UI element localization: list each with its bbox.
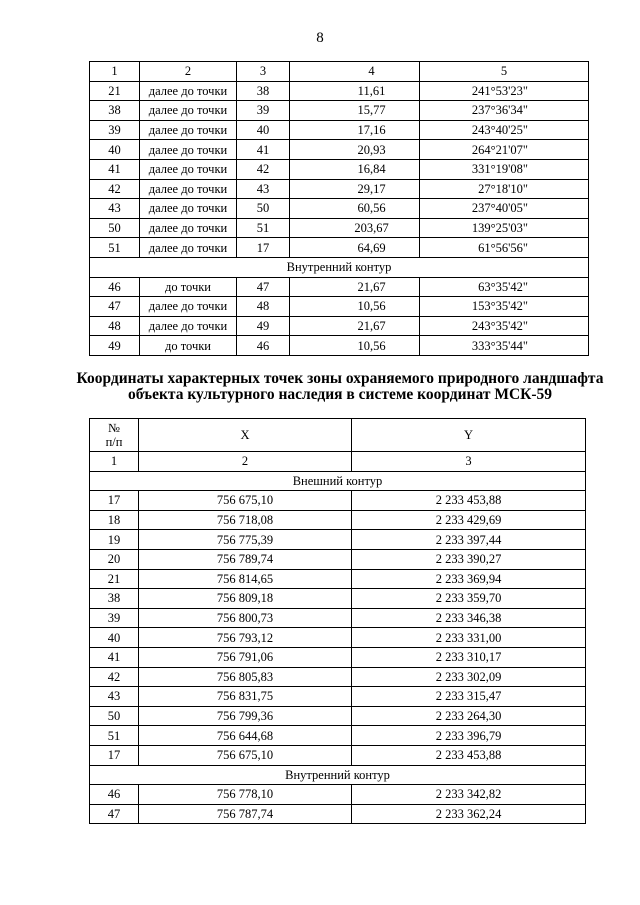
- table-row: [90, 530, 586, 550]
- point-cell: 39: [90, 608, 139, 628]
- section-heading-line-2: объекта культурного наследия в системе координат МСК-59: [127, 386, 553, 403]
- table-row: [90, 687, 586, 707]
- point-cell: 50: [90, 218, 140, 238]
- direction-cell: далее до точки: [140, 199, 237, 219]
- section-label: Внутренний контур: [90, 257, 589, 277]
- table-row: [90, 336, 589, 356]
- direction-cell: далее до точки: [140, 316, 237, 336]
- point-cell: 47: [90, 804, 139, 824]
- table-row: [90, 628, 586, 648]
- y-cell: 2 233 453,88: [352, 745, 586, 765]
- table-row: [90, 316, 589, 336]
- y-cell: 2 233 390,27: [352, 549, 586, 569]
- bearing-cell: 243°40'25": [420, 120, 589, 140]
- bearing-cell: 63°35'42": [420, 277, 589, 297]
- x-cell: 756 814,65: [139, 569, 352, 589]
- table-row: [90, 101, 589, 121]
- table-row: [90, 569, 586, 589]
- x-cell: 756 787,74: [139, 804, 352, 824]
- bearing-cell: 331°19'08": [420, 159, 589, 179]
- point-cell: 43: [90, 687, 139, 707]
- distance-cell: 15,77: [290, 101, 420, 121]
- direction-cell: далее до точки: [140, 218, 237, 238]
- bearings-table: [89, 61, 589, 356]
- table-row: [90, 140, 589, 160]
- direction-cell: далее до точки: [140, 81, 237, 101]
- number-header-cell: [90, 419, 139, 452]
- column-numbers-row: [90, 452, 586, 472]
- target-point-cell: 51: [237, 218, 290, 238]
- distance-cell: 16,84: [290, 159, 420, 179]
- point-cell: 21: [90, 81, 140, 101]
- point-cell: 21: [90, 569, 139, 589]
- target-point-cell: 43: [237, 179, 290, 199]
- y-cell: 2 233 342,82: [352, 785, 586, 805]
- section-row: [90, 765, 586, 785]
- bearing-cell: 333°35'44": [420, 336, 589, 356]
- column-number-cell: 5: [420, 62, 589, 82]
- point-cell: 48: [90, 316, 140, 336]
- column-number-cell: 1: [90, 452, 139, 472]
- x-cell: 756 775,39: [139, 530, 352, 550]
- target-point-cell: 42: [237, 159, 290, 179]
- table-row: [90, 510, 586, 530]
- point-cell: 38: [90, 589, 139, 609]
- point-cell: 17: [90, 491, 139, 511]
- point-cell: 40: [90, 140, 140, 160]
- x-header-cell: X: [139, 419, 352, 452]
- direction-cell: далее до точки: [140, 238, 237, 258]
- target-point-cell: 46: [237, 336, 290, 356]
- target-point-cell: 41: [237, 140, 290, 160]
- distance-cell: 21,67: [290, 316, 420, 336]
- bearing-cell: 237°36'34": [420, 101, 589, 121]
- direction-cell: далее до точки: [140, 179, 237, 199]
- section-row: [90, 257, 589, 277]
- direction-cell: до точки: [140, 336, 237, 356]
- x-cell: 756 800,73: [139, 608, 352, 628]
- table-row: [90, 549, 586, 569]
- table-row: [90, 667, 586, 687]
- y-cell: 2 233 302,09: [352, 667, 586, 687]
- distance-cell: 17,16: [290, 120, 420, 140]
- table-row: [90, 277, 589, 297]
- x-cell: 756 718,08: [139, 510, 352, 530]
- point-cell: 51: [90, 726, 139, 746]
- direction-cell: до точки: [140, 277, 237, 297]
- table-row: [90, 785, 586, 805]
- table-row: [90, 608, 586, 628]
- page-number: 8: [316, 30, 324, 46]
- section-heading: [70, 371, 610, 403]
- table-row: [90, 218, 589, 238]
- header-row: [90, 419, 586, 452]
- y-header-cell: Y: [352, 419, 586, 452]
- table-row: [90, 706, 586, 726]
- x-cell: 756 809,18: [139, 589, 352, 609]
- point-cell: 38: [90, 101, 140, 121]
- table-row: [90, 159, 589, 179]
- column-number-cell: 2: [139, 452, 352, 472]
- table-row: [90, 647, 586, 667]
- table-row: [90, 726, 586, 746]
- point-cell: 51: [90, 238, 140, 258]
- point-cell: 39: [90, 120, 140, 140]
- y-cell: 2 233 453,88: [352, 491, 586, 511]
- column-number-cell: 3: [237, 62, 290, 82]
- column-number-cell: 3: [352, 452, 586, 472]
- point-cell: 20: [90, 549, 139, 569]
- number-header-line-1: №: [108, 421, 120, 435]
- point-cell: 40: [90, 628, 139, 648]
- x-cell: 756 789,74: [139, 549, 352, 569]
- table-row: [90, 199, 589, 219]
- target-point-cell: 49: [237, 316, 290, 336]
- table-row: [90, 491, 586, 511]
- coordinates-table-body: [90, 419, 586, 824]
- bearing-cell: 264°21'07": [420, 140, 589, 160]
- y-cell: 2 233 315,47: [352, 687, 586, 707]
- target-point-cell: 40: [237, 120, 290, 140]
- table-row: [90, 589, 586, 609]
- bearing-cell: 243°35'42": [420, 316, 589, 336]
- x-cell: 756 778,10: [139, 785, 352, 805]
- distance-cell: 11,61: [290, 81, 420, 101]
- table-row: [90, 238, 589, 258]
- distance-cell: 64,69: [290, 238, 420, 258]
- point-cell: 41: [90, 159, 140, 179]
- x-cell: 756 675,10: [139, 745, 352, 765]
- x-cell: 756 799,36: [139, 706, 352, 726]
- column-number-cell: 2: [140, 62, 237, 82]
- column-number-cell: 1: [90, 62, 140, 82]
- target-point-cell: 17: [237, 238, 290, 258]
- section-label: Внутренний контур: [90, 765, 586, 785]
- distance-cell: 10,56: [290, 336, 420, 356]
- direction-cell: далее до точки: [140, 159, 237, 179]
- table-row: [90, 120, 589, 140]
- x-cell: 756 791,06: [139, 647, 352, 667]
- point-cell: 50: [90, 706, 139, 726]
- distance-cell: 203,67: [290, 218, 420, 238]
- distance-cell: 21,67: [290, 277, 420, 297]
- target-point-cell: 39: [237, 101, 290, 121]
- bearing-cell: 61°56'56": [420, 238, 589, 258]
- direction-cell: далее до точки: [140, 140, 237, 160]
- x-cell: 756 793,12: [139, 628, 352, 648]
- section-row: [90, 471, 586, 491]
- y-cell: 2 233 264,30: [352, 706, 586, 726]
- point-cell: 46: [90, 785, 139, 805]
- direction-cell: далее до точки: [140, 101, 237, 121]
- bearing-cell: 153°35'42": [420, 297, 589, 317]
- bearing-cell: 241°53'23": [420, 81, 589, 101]
- section-label: Внешний контур: [90, 471, 586, 491]
- target-point-cell: 38: [237, 81, 290, 101]
- x-cell: 756 831,75: [139, 687, 352, 707]
- coordinates-table: [89, 418, 586, 824]
- y-cell: 2 233 310,17: [352, 647, 586, 667]
- y-cell: 2 233 331,00: [352, 628, 586, 648]
- point-cell: 41: [90, 647, 139, 667]
- y-cell: 2 233 362,24: [352, 804, 586, 824]
- point-cell: 42: [90, 667, 139, 687]
- point-cell: 42: [90, 179, 140, 199]
- target-point-cell: 50: [237, 199, 290, 219]
- point-cell: 19: [90, 530, 139, 550]
- distance-cell: 60,56: [290, 199, 420, 219]
- distance-cell: 29,17: [290, 179, 420, 199]
- header-row: [90, 62, 589, 82]
- point-cell: 46: [90, 277, 140, 297]
- table-row: [90, 745, 586, 765]
- direction-cell: далее до точки: [140, 297, 237, 317]
- bearings-table-body: [90, 62, 589, 356]
- point-cell: 43: [90, 199, 140, 219]
- table-row: [90, 297, 589, 317]
- bearing-cell: 237°40'05": [420, 199, 589, 219]
- number-header-line-2: п/п: [105, 435, 123, 449]
- table-row: [90, 804, 586, 824]
- point-cell: 49: [90, 336, 140, 356]
- point-cell: 17: [90, 745, 139, 765]
- table-row: [90, 179, 589, 199]
- table-row: [90, 81, 589, 101]
- distance-cell: 10,56: [290, 297, 420, 317]
- bearing-cell: 139°25'03": [420, 218, 589, 238]
- y-cell: 2 233 429,69: [352, 510, 586, 530]
- point-cell: 18: [90, 510, 139, 530]
- direction-cell: далее до точки: [140, 120, 237, 140]
- point-cell: 47: [90, 297, 140, 317]
- y-cell: 2 233 397,44: [352, 530, 586, 550]
- y-cell: 2 233 369,94: [352, 569, 586, 589]
- target-point-cell: 48: [237, 297, 290, 317]
- x-cell: 756 805,83: [139, 667, 352, 687]
- y-cell: 2 233 359,70: [352, 589, 586, 609]
- y-cell: 2 233 346,38: [352, 608, 586, 628]
- section-heading-line-1: Координаты характерных точек зоны охраняемого природного ландшафта: [76, 370, 604, 387]
- x-cell: 756 644,68: [139, 726, 352, 746]
- bearing-cell: 27°18'10": [420, 179, 589, 199]
- target-point-cell: 47: [237, 277, 290, 297]
- column-number-cell: 4: [290, 62, 420, 82]
- distance-cell: 20,93: [290, 140, 420, 160]
- y-cell: 2 233 396,79: [352, 726, 586, 746]
- x-cell: 756 675,10: [139, 491, 352, 511]
